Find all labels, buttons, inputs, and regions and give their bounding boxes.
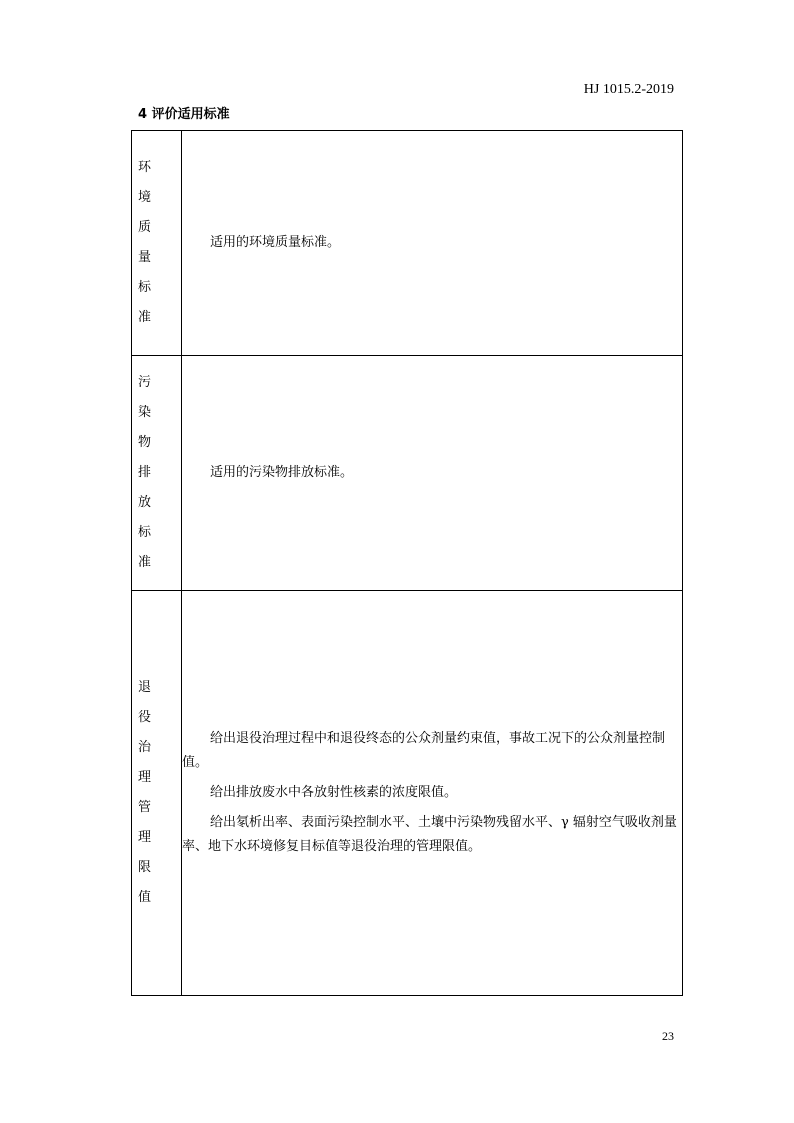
row-label: 退役治理管理限值	[138, 680, 164, 905]
table-row-pollutant-discharge	[132, 356, 683, 591]
row-label: 污染物排放标准	[138, 375, 164, 570]
section-title: 4 评价适用标准	[138, 107, 230, 122]
row-content-cell	[182, 591, 683, 996]
table-row-environmental-quality	[132, 131, 683, 356]
table-row-decommissioning-limits	[132, 591, 683, 996]
row-label-cell	[132, 591, 182, 996]
row-content-cell	[182, 356, 683, 591]
row-paragraph: 适用的污染物排放标准。	[210, 465, 354, 480]
row-paragraph: 给出退役治理过程中和退役终态的公众剂量约束值，事故工况下的公众剂量控制值。	[182, 731, 666, 770]
row-content-cell	[182, 131, 683, 356]
row-label-cell	[132, 131, 182, 356]
page-number: 23	[662, 1029, 674, 1043]
row-paragraph: 给出氡析出率、表面污染控制水平、土壤中污染物残留水平、γ 辐射空气吸收剂量率、地下水环境修复目标值等退役治理的管理限值。	[182, 815, 677, 854]
row-paragraph: 给出排放废水中各放射性核素的浓度限值。	[210, 785, 458, 800]
standards-table	[131, 130, 683, 996]
row-label-cell	[132, 356, 182, 591]
row-label: 环境质量标准	[138, 160, 164, 325]
row-paragraph: 适用的环境质量标准。	[210, 235, 341, 250]
document-code: HJ 1015.2-2019	[583, 82, 674, 97]
